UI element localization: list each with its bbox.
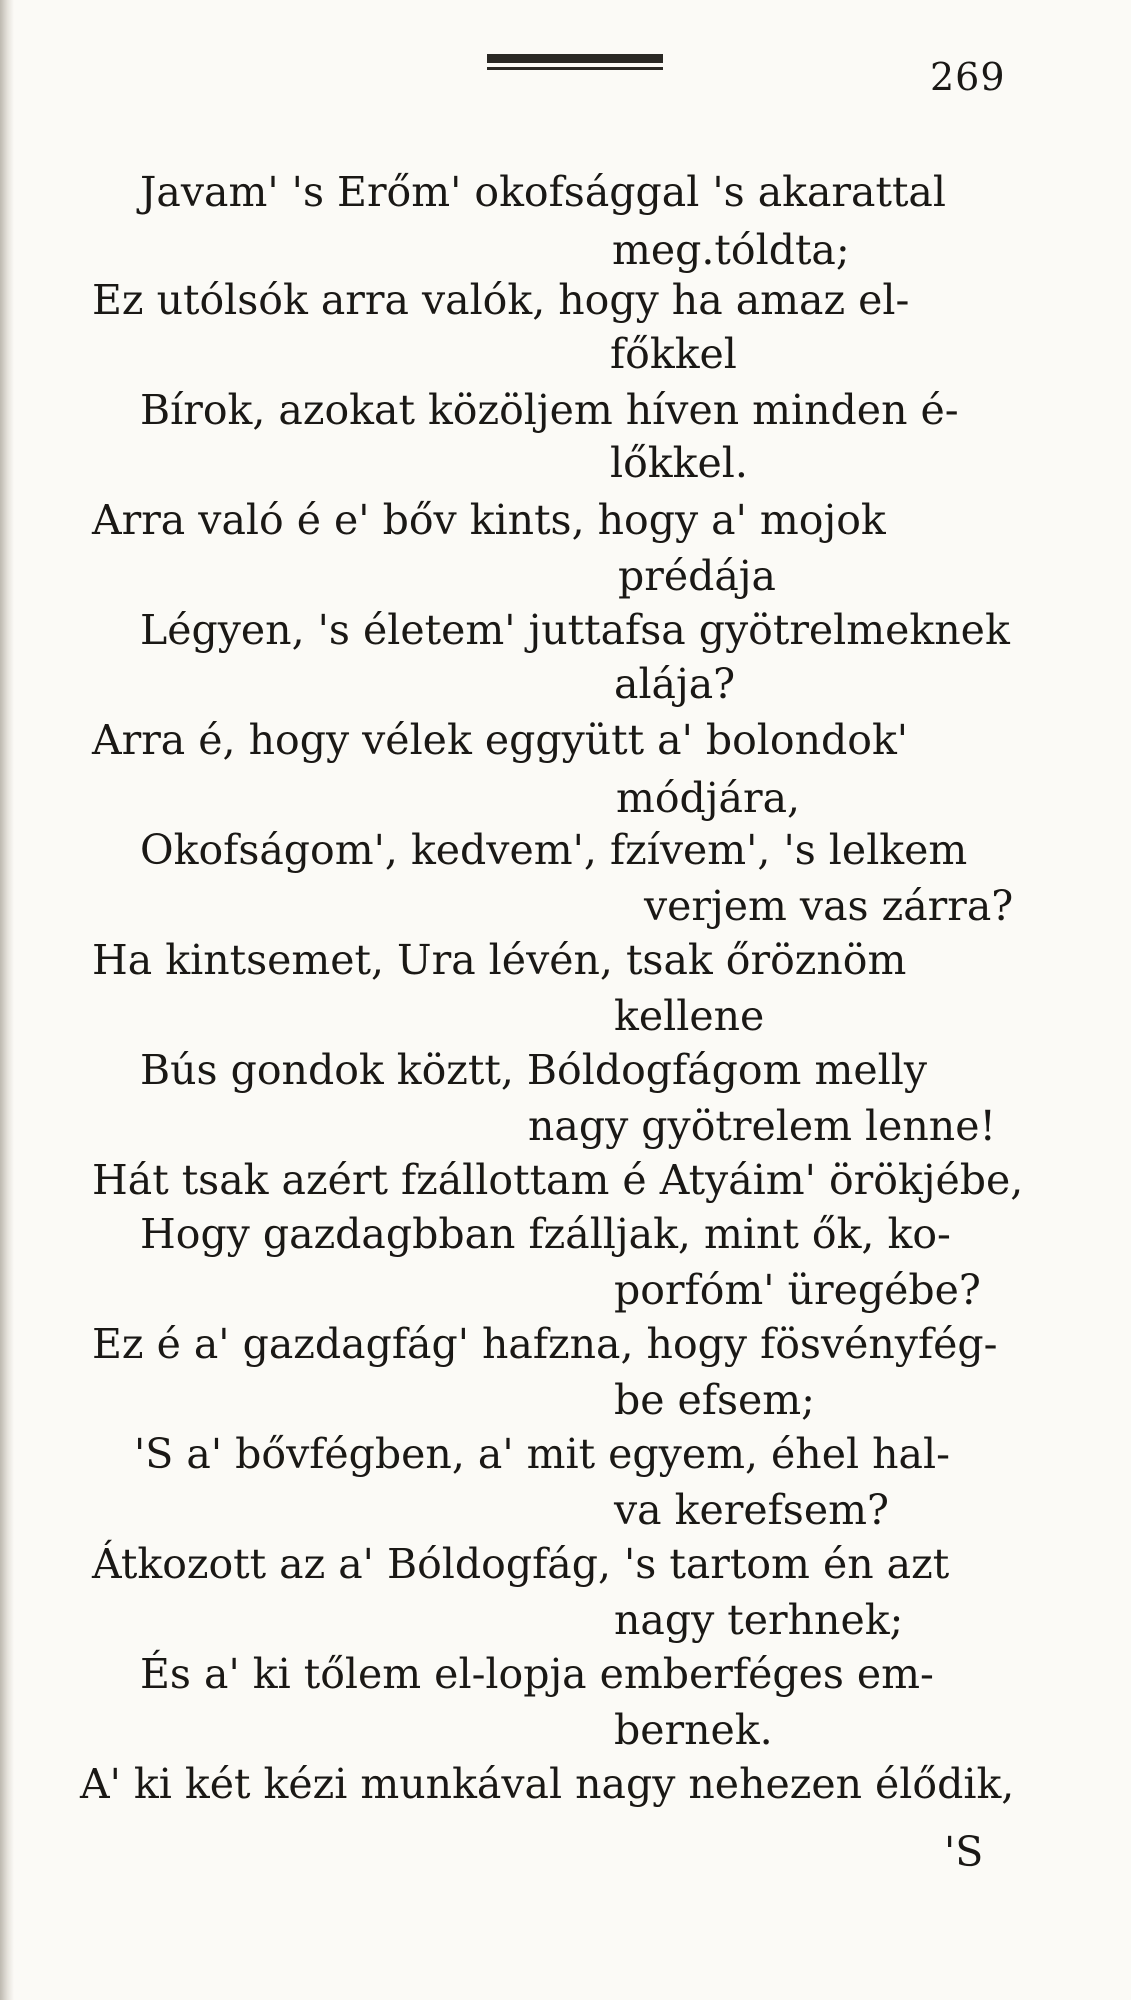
poem-line: bernek. (614, 1706, 773, 1754)
poem-line: prédája (618, 552, 776, 600)
poem-line: főkkel (610, 330, 737, 378)
poem-line: Átkozott az a' Bóldogfág, 's tartom én azt (92, 1540, 950, 1588)
poem-line: va kerefsem? (614, 1486, 889, 1534)
poem-line: módjára, (616, 774, 801, 822)
poem-line: Arra é, hogy vélek eggyütt a' bolondok' (92, 716, 909, 764)
poem-line: nagy terhnek; (614, 1596, 904, 1644)
poem-line: be efsem; (614, 1376, 815, 1424)
poem-line: Ha kintsemet, Ura lévén, tsak őröznöm (92, 936, 907, 984)
poem-line: Hogy gazdagbban fzálljak, mint ők, ko- (140, 1210, 951, 1258)
catchword: 'S (944, 1828, 984, 1876)
poem-line: nagy gyötrelem lenne! (528, 1102, 996, 1150)
poem-line: Ez é a' gazdagfág' hafzna, hogy fösvényfég- (92, 1320, 998, 1368)
poem-line: Hát tsak azért fzállottam é Atyáim' örökjébe, (92, 1156, 1024, 1204)
poem-line: 'S a' bővfégben, a' mit egyem, éhel hal- (134, 1430, 950, 1478)
poem-line: Okofságom', kedvem', fzívem', 's lelkem (140, 826, 968, 874)
poem-line: kellene (614, 992, 765, 1040)
poem-line: Ez utólsók arra valók, hogy ha amaz el- (92, 276, 910, 324)
poem-line: meg.tóldta; (612, 226, 850, 274)
poem-line: lőkkel. (610, 439, 748, 487)
poem-line: verjem vas zárra? (644, 882, 1014, 930)
poem-line: porfóm' üregébe? (614, 1266, 981, 1314)
poem-line: Légyen, 's életem' juttafsa gyötrelmeknek (140, 606, 1010, 654)
poem-line: alája? (614, 660, 736, 708)
poem-line: Javam' 's Erőm' okofsággal 's akarattal (140, 168, 946, 216)
page-number: 269 (930, 55, 1006, 99)
poem-line: A' ki két kézi munkával nagy nehezen élődik, (80, 1760, 1015, 1808)
poem-line: És a' ki tőlem el-lopja emberféges em- (140, 1650, 934, 1698)
poem-line: Bírok, azokat közöljem híven minden é- (140, 386, 959, 434)
poem-line: Arra való é e' bőv kints, hogy a' mojok (92, 496, 886, 544)
poem-line: Bús gondok köztt, Bóldogfágom melly (140, 1046, 927, 1094)
